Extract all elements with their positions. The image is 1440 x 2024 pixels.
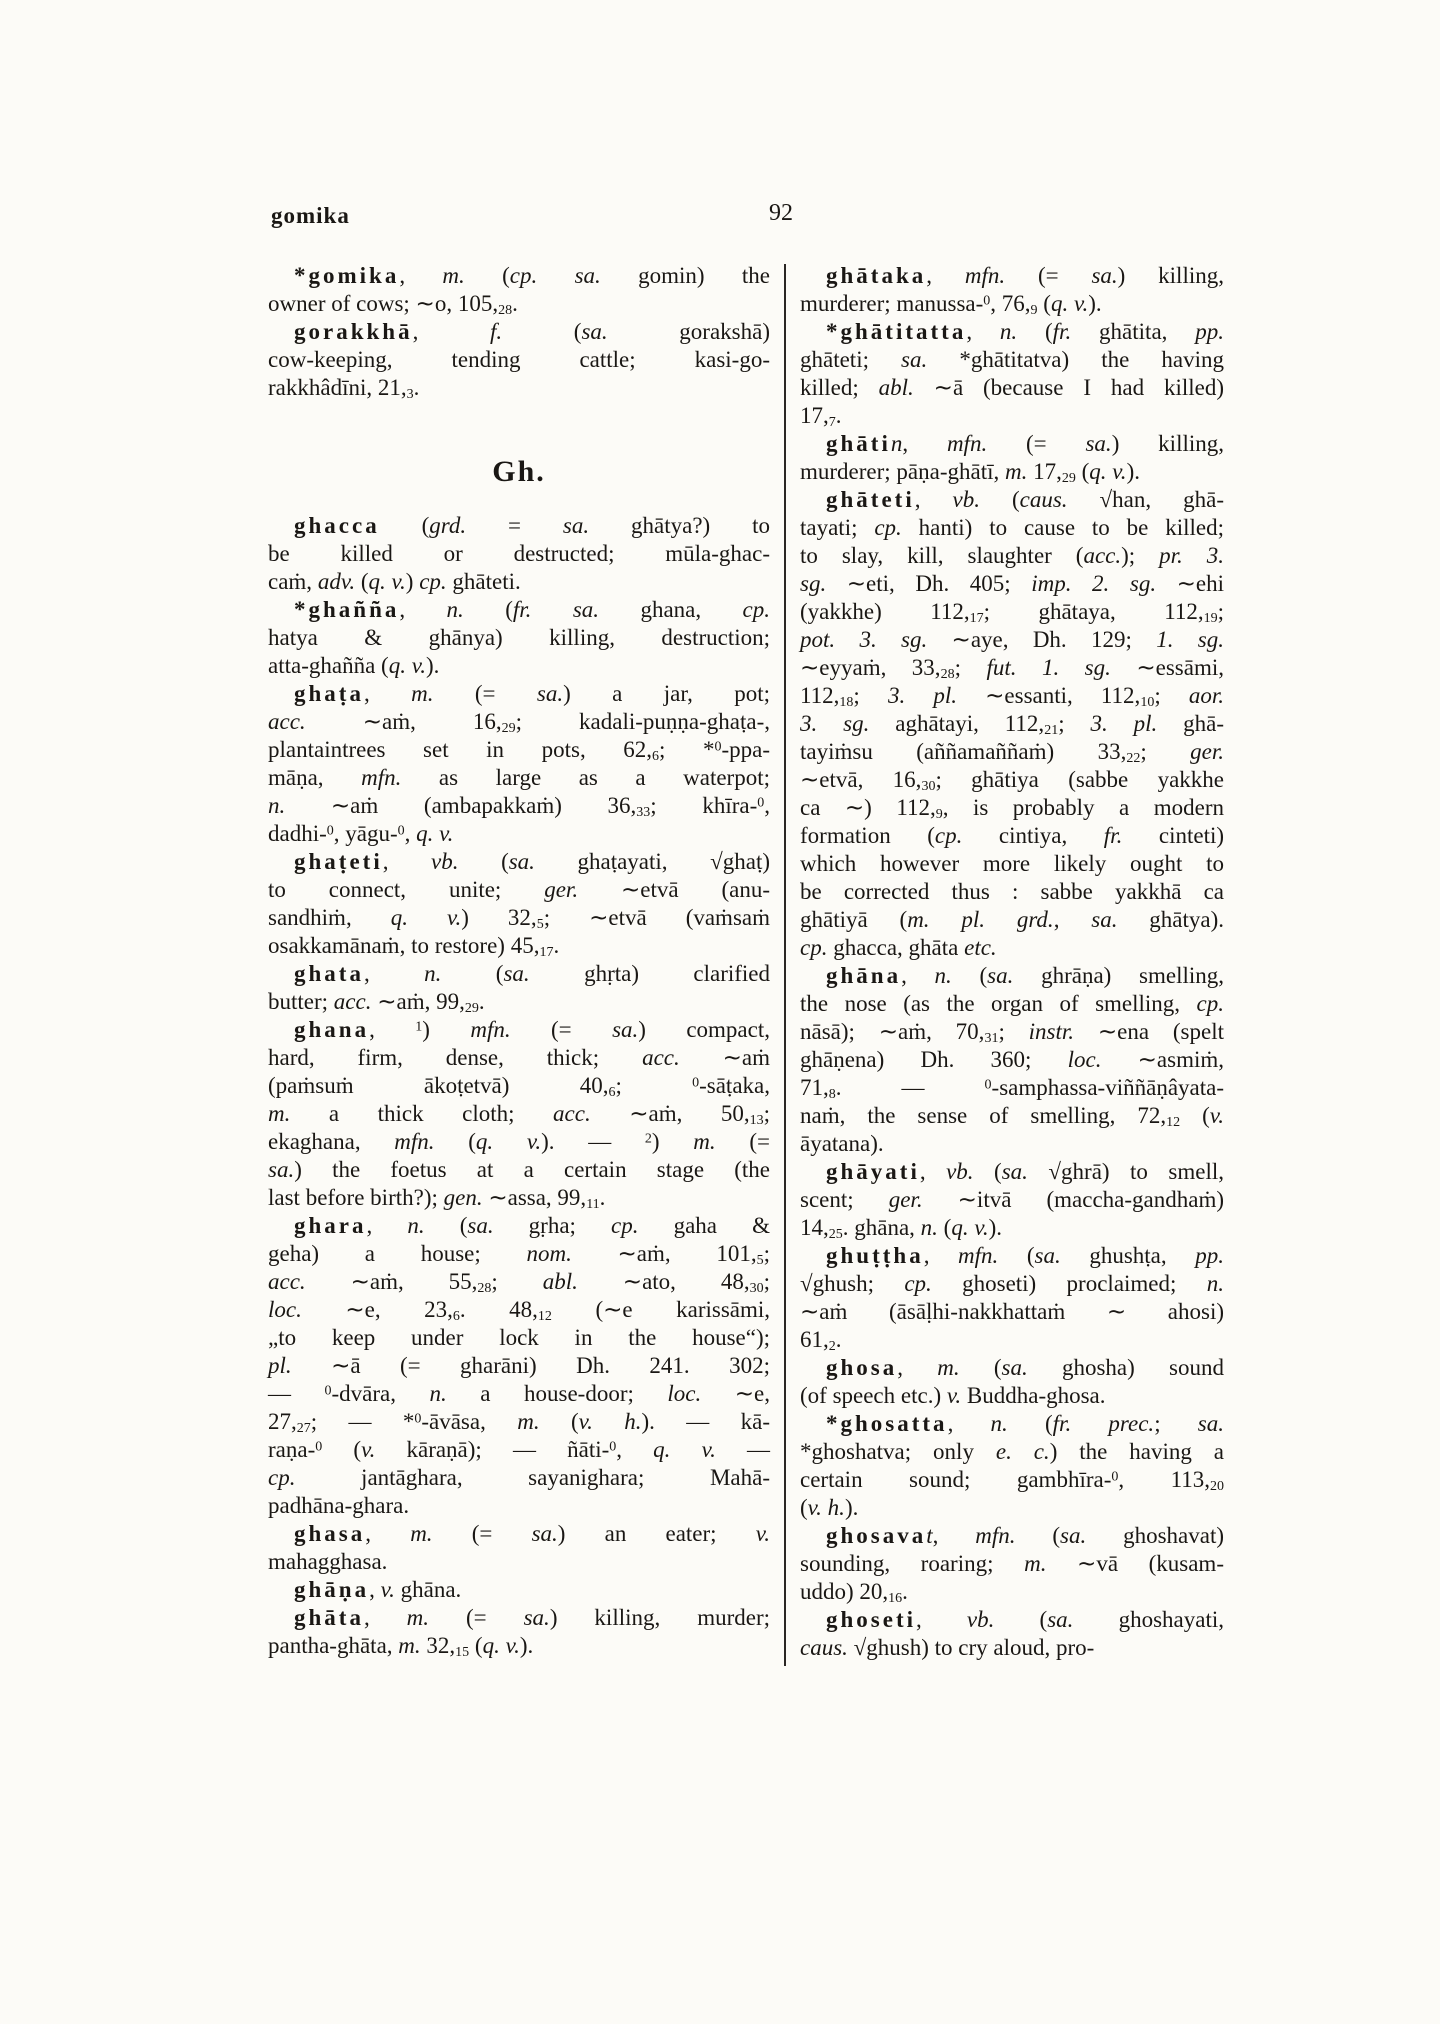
entry-line: sa.) the foetus at a certain stage (the	[268, 1157, 770, 1182]
entry-ghāna	[800, 962, 1224, 1158]
entry-line: ghāyati, vb. (sa. √ghrā) to smell,	[826, 1159, 1225, 1184]
entry-line: hard, firm, dense, thick; acc. ∼aṁ	[268, 1045, 771, 1070]
entry-line: uddo) $20,_{16}$.	[800, 1579, 908, 1606]
running-title: gomika	[271, 203, 350, 228]
entry-ghosa	[800, 1354, 1224, 1410]
entry-line: ∼etvā, $16,_{30}$; ghātiya (sabbe yakkhe	[800, 767, 1224, 794]
entry-line: last before birth?); gen. ∼assa, $99,_{11}$.	[268, 1185, 606, 1212]
entry-line: ghata, n. (sa. ghṛta) clarified	[294, 961, 771, 986]
entry-line: rakkhâdīni, $21,_3$.	[268, 375, 420, 402]
entry-line: n. ∼aṁ (ambapakkaṁ) $36,_{33}$; khīra-$^0$,	[268, 793, 770, 820]
entry-line: ghosa, m. (sa. ghosha) sound	[826, 1355, 1224, 1380]
entry-line: ghāteti; sa. *ghātitatva) the having	[800, 347, 1224, 372]
entry-ghāteti	[800, 486, 1224, 962]
entry-line: be corrected thus : sabbe yakkhā ca	[800, 879, 1224, 904]
entry-line: raṇa-$^0$ (v. kāraṇā); — ñāti-$^0$, q. v. —	[268, 1437, 770, 1462]
entry-line: tayiṁsu (aññamaññaṁ) $33,_{22}$; ger.	[800, 739, 1224, 766]
entry-line: certain sound; gambhīra-$^0$, $113,_{20}$	[800, 1467, 1224, 1494]
entry-line: owner of cows; ∼o, $105,_{28}$.	[268, 291, 518, 318]
entry-line: tayati; cp. hanti) to cause to be killed;	[800, 515, 1224, 540]
entry-line: nāsā); ∼aṁ, $70,_{31}$; instr. ∼ena (spelt	[800, 1019, 1224, 1046]
entry-ghāta	[268, 1604, 770, 1660]
entry-ghasa	[268, 1520, 770, 1576]
entry-line: ca ∼) $112,_9$, is probably a modern	[800, 795, 1224, 822]
entry-line: cp. ghacca, ghāta etc.	[800, 935, 997, 960]
entry-ghātin	[800, 430, 1224, 486]
entry-line: cow-keeping, tending cattle; kasi-go-	[268, 347, 770, 372]
entry-line: sg. ∼eti, Dh. 405; imp. 2. sg. ∼ehi	[800, 571, 1225, 596]
entry-line: 3. sg. aghātayi, $112,_{21}$; 3. pl. ghā-	[800, 711, 1225, 738]
entry-line: naṁ, the sense of smelling, $72,_{12}$ (v.	[800, 1103, 1224, 1130]
entry-ghara	[268, 1212, 770, 1520]
entry-line: ghana, $^1$) mfn. (= sa.) compact,	[294, 1017, 770, 1042]
entry-line: *ghañña, n. (fr. sa. ghana, cp.	[294, 597, 770, 622]
entry-line: ghātaka, mfn. (= sa.) killing,	[826, 263, 1224, 288]
entry-line: ghātiyā (m. pl. grd., sa. ghātya).	[800, 907, 1225, 932]
entry-line: māṇa, mfn. as large as a waterpot;	[268, 765, 771, 790]
entry-line: which however more likely ought to	[800, 851, 1224, 876]
entry-line: scent; ger. ∼itvā (maccha-gandhaṁ)	[800, 1187, 1224, 1212]
entry-ghuṭṭha	[800, 1242, 1224, 1354]
entry-line: (v. h.).	[800, 1495, 859, 1520]
entry-line: loc. ∼e, $23,_6$. $48,_{12}$ (∼e karissāmi,	[268, 1297, 771, 1324]
entry-line: butter; acc. ∼aṁ, $99,_{29}$.	[268, 989, 485, 1016]
entry-line: ghasa, m. (= sa.) an eater; v.	[294, 1521, 771, 1546]
column-divider-rule	[784, 264, 786, 1666]
entry-line: (paṁsuṁ ākoṭetvā) $40,_6$; $^0$-sāṭaka,	[268, 1073, 770, 1100]
entry-line: plantaintrees set in pots, $62,_6$; *$^0$-ppa-	[268, 737, 770, 764]
entry-line: *ghoshatva; only e. c.) the having a	[800, 1439, 1224, 1464]
entry-line: ghāna, n. (sa. ghrāṇa) smelling,	[826, 963, 1224, 988]
entry-line: murderer; manussa-$^0$, $76,_9$ (q. v.).	[800, 291, 1102, 318]
entry-line: atta-ghañña (q. v.).	[268, 653, 440, 678]
entry-line: (yakkhe) $112,_{17}$; ghātaya, $112,_{19}$;	[800, 599, 1224, 626]
entry-line: ghaṭa, m. (= sa.) a jar, pot;	[294, 681, 770, 706]
entry-line: pot. 3. sg. ∼aye, Dh. 129; 1. sg.	[800, 627, 1224, 652]
entry-line: ∼aṁ (āsāḷhi-nakkhattaṁ ∼ ahosi)	[800, 1299, 1224, 1324]
entry-line: *ghosatta, n. (fr. prec.; sa.	[826, 1411, 1224, 1436]
entry-ghātaka	[800, 262, 1224, 318]
entry-line: ghoseti, vb. (sa. ghoshayati,	[826, 1607, 1224, 1632]
entry-line: $27,_{27}$; — *$^0$-āvāsa, m. (v. h.). — kā-	[268, 1409, 770, 1436]
entry-line: cp. jantāghara, sayanighara; Mahā-	[268, 1465, 770, 1490]
entry-*ghosatta	[800, 1410, 1224, 1522]
entry-line: caus. √ghush) to cry aloud, pro-	[800, 1635, 1095, 1660]
entry-ghata	[268, 960, 770, 1016]
left-column	[268, 262, 770, 1660]
entry-ghosavat	[800, 1522, 1224, 1606]
entry-line: m. a thick cloth; acc. ∼aṁ, $50,_{13}$;	[268, 1101, 771, 1128]
entry-line: hatya & ghānya) killing, destruction;	[268, 625, 770, 650]
right-column	[800, 262, 1224, 1662]
entry-line: killed; abl. ∼ā (because I had killed)	[800, 375, 1224, 400]
entry-line: ghātin, mfn. (= sa.) killing,	[826, 431, 1224, 456]
entry-line: āyatana).	[800, 1131, 884, 1156]
entry-line: caṁ, adv. (q. v.) cp. ghāteti.	[268, 569, 521, 594]
entry-line: ghāteti, vb. (caus. √han, ghā-	[826, 487, 1225, 512]
entry-line: the nose (as the organ of smelling, cp.	[800, 991, 1224, 1016]
entry-line: pantha-ghāta, m. $32,_{15}$ (q. v.).	[268, 1633, 534, 1660]
entry-line: murderer; pāṇa-ghātī, m. $17,_{29}$ (q. v.).	[800, 459, 1140, 486]
entry-line: be killed or destructed; mūla-ghac-	[268, 541, 770, 566]
entry-ghāyati	[800, 1158, 1224, 1242]
entry-line: $61,_2$.	[800, 1327, 842, 1354]
entry-gorakkhā	[268, 318, 770, 402]
entry-line: $14,_{25}$. ghāna, n. (q. v.).	[800, 1215, 1003, 1242]
section-heading-Gh: Gh.	[492, 455, 546, 488]
entry-line: $71,_8$. — $^0$-samphassa-viññāṇâyata-	[800, 1075, 1224, 1102]
entry-line: ghara, n. (sa. gṛha; cp. gaha &	[294, 1213, 770, 1238]
entry-line: formation (cp. cintiya, fr. cinteti)	[800, 823, 1225, 848]
entry-line: osakkamānaṁ, to restore) $45,_{17}$.	[268, 933, 560, 960]
entry-line: *gomika, m. (cp. sa. gomin) the	[294, 263, 770, 288]
entry-line: „to keep under lock in the house“);	[268, 1325, 770, 1350]
entry-line: gorakkhā, f. (sa. gorakshā)	[294, 319, 770, 344]
entry-line: geha) a house; nom. ∼aṁ, $101,_5$;	[268, 1241, 770, 1268]
entry-line: ghuṭṭha, mfn. (sa. ghushṭa, pp.	[826, 1243, 1224, 1268]
entry-line: ekaghana, mfn. (q. v.). — $^2$) m. (=	[268, 1129, 770, 1154]
entry-line: ghāṇa, v. ghāna.	[294, 1577, 462, 1602]
entry-line: ghāṇena) Dh. 360; loc. ∼asmiṁ,	[800, 1047, 1224, 1072]
entry-line: acc. ∼aṁ, $16,_{29}$; kadali-puṇṇa-ghaṭa-,	[268, 709, 770, 736]
entry-ghana	[268, 1016, 770, 1212]
page-number: 92	[769, 200, 793, 226]
entry-line: ghaṭeti, vb. (sa. ghaṭayati, √ghaṭ)	[294, 849, 770, 874]
entry-ghāṇa	[268, 1576, 770, 1604]
entry-line: sounding, roaring; m. ∼vā (kusam-	[800, 1551, 1224, 1576]
entry-line: to slay, kill, slaughter (acc.); pr. 3.	[800, 543, 1224, 568]
entry-ghacca	[268, 512, 770, 596]
entry-*gomika	[268, 262, 770, 318]
entry-ghoseti	[800, 1606, 1224, 1662]
entry-*ghañña	[268, 596, 770, 680]
entry-line: to connect, unite; ger. ∼etvā (anu-	[268, 877, 770, 902]
entry-line: √ghush; cp. ghoseti) proclaimed; n.	[800, 1271, 1224, 1296]
entry-line: dadhi-$^0$, yāgu-$^0$, q. v.	[268, 821, 454, 846]
entry-line: ghāta, m. (= sa.) killing, murder;	[294, 1605, 771, 1630]
entry-line: ∼eyyaṁ, $33,_{28}$; fut. 1. sg. ∼essāmi,	[800, 655, 1224, 682]
entry-line: $112,_{18}$; 3. pl. ∼essanti, $112,_{10}$; aor.	[800, 683, 1225, 710]
entry-line: ghosavat, mfn. (sa. ghoshavat)	[826, 1523, 1224, 1548]
entry-*ghātitatta	[800, 318, 1224, 430]
entry-line: sandhiṁ, q. v.) $32,_5$; ∼etvā (vaṁsaṁ	[268, 905, 770, 932]
entry-ghaṭa	[268, 680, 770, 848]
entry-line: mahagghasa.	[268, 1549, 388, 1574]
entry-line: padhāna-ghara.	[268, 1493, 410, 1518]
entry-line: — $^0$-dvāra, n. a house-door; loc. ∼e,	[268, 1381, 770, 1406]
entry-line: *ghātitatta, n. (fr. ghātita, pp.	[826, 319, 1224, 344]
entry-line: ghacca (grd. = sa. ghātya?) to	[294, 513, 770, 538]
entry-line: $17,_7$.	[800, 403, 842, 430]
entry-line: acc. ∼aṁ, $55,_{28}$; abl. ∼ato, $48,_{30}$;	[268, 1269, 770, 1296]
entry-ghaṭeti	[268, 848, 770, 960]
entry-line: pl. ∼ā (= gharāni) Dh. 241. 302;	[268, 1353, 770, 1378]
entry-line: (of speech etc.) v. Buddha-ghosa.	[800, 1383, 1106, 1408]
